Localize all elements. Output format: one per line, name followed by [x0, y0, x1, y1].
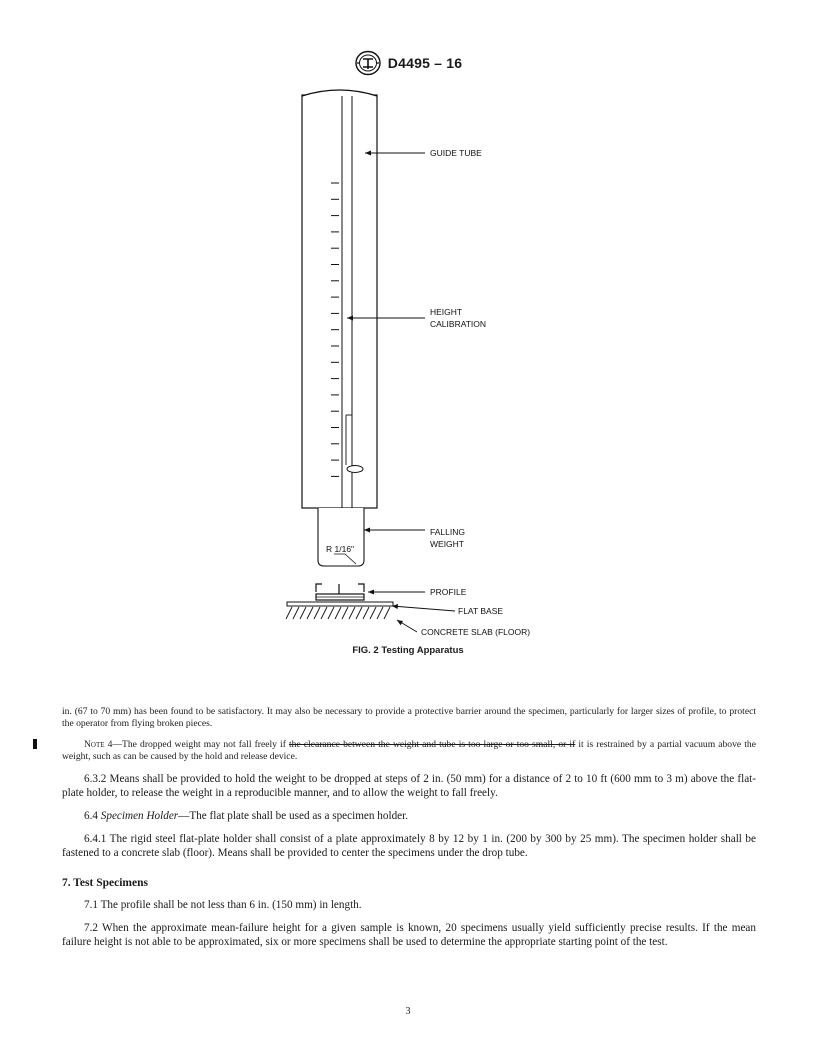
- document-id: D4495 – 16: [387, 55, 463, 71]
- falling-weight-label-line2: WEIGHT: [430, 539, 464, 549]
- paragraph-6-4-1: 6.4.1 The rigid steel flat-plate holder shall consist of a plate approximately 8 by 12 by 1 in. (200 by 300 by 25 mm). The specimen holder shall be fastened to a concrete slab (floor). Means shall be provided to center the specimens under the drop tube.: [62, 833, 756, 859]
- body-text: [62, 706, 756, 958]
- figure-caption: FIG. 2 Testing Apparatus: [352, 645, 464, 656]
- height-calibration-label-line1: HEIGHT: [430, 307, 463, 317]
- note-4: [62, 739, 756, 763]
- release-pin: [347, 466, 363, 473]
- change-bar: [33, 739, 37, 749]
- profile-label: PROFILE: [430, 587, 467, 597]
- note-text-rest: it is restrained by a partial vacuum above the weight, such as can be caused by the hold and release device.: [62, 739, 756, 762]
- hatch-line: [370, 607, 376, 619]
- falling-weight-label-line1: FALLING: [430, 527, 465, 537]
- note-deleted-text: the clearance between the weight and tube is too large or too small, or if: [288, 739, 576, 750]
- paragraph-6-4-title: Specimen Holder: [100, 810, 179, 822]
- hatch-line: [342, 607, 348, 619]
- note-text: —The dropped weight may not fall freely if: [112, 739, 289, 750]
- hatch-line: [377, 607, 383, 619]
- hatch-line: [335, 607, 341, 619]
- flat-base: [287, 602, 393, 606]
- flat-base-label: FLAT BASE: [458, 606, 504, 616]
- radius-label: R 1/16": [326, 544, 355, 554]
- paragraph-continued: in. (67 to 70 mm) has been found to be satisfactory. It may also be necessary to provide a protective barrier around the specimen, particularly for larger sizes of profile, to protect the operator from flying broken pieces.: [62, 706, 756, 729]
- hatch-line: [307, 607, 313, 619]
- hatch-line: [363, 607, 369, 619]
- profile-specimen: [316, 584, 364, 600]
- hatch-line: [328, 607, 334, 619]
- paragraph-6-4: [62, 809, 756, 823]
- hatch-line: [300, 607, 306, 619]
- guide-tube-label: GUIDE TUBE: [430, 148, 482, 158]
- hatch-line: [384, 607, 390, 619]
- hatch-line: [349, 607, 355, 619]
- hatch-line: [321, 607, 327, 619]
- paragraph-7-2: 7.2 When the approximate mean-failure height for a given sample is known, 20 specimens usually yield sufficiently precise results. If the mean failure height is not able to be approximated, six or more specimens shall be used to determine the appropriate starting point of the test.: [62, 922, 756, 948]
- hatch-line: [293, 607, 299, 619]
- hatch-line: [356, 607, 362, 619]
- concrete-slab-hatching: [286, 607, 390, 619]
- hatch-line: [286, 607, 292, 619]
- paragraph-6-4-number: 6.4: [84, 810, 101, 822]
- paragraph-6-4-text: —The flat plate shall be used as a specimen holder.: [178, 810, 409, 822]
- hatch-line: [314, 607, 320, 619]
- paragraph-6-3-2: 6.3.2 Means shall be provided to hold the weight to be dropped at steps of 2 in. (50 mm) for a distance of 2 to 10 ft (600 mm to 3 m) above the flat-plate holder, to release the weight in a reproducible manner, and to allow the weight to fall freely.: [62, 773, 756, 799]
- paragraph-7-1: 7.1 The profile shall be not less than 6 in. (150 mm) in length.: [84, 899, 362, 911]
- falling-weight: [318, 508, 364, 566]
- section-7-heading: 7. Test Specimens: [62, 877, 148, 889]
- page-number: 3: [405, 1006, 411, 1017]
- concrete-slab-label: CONCRETE SLAB (FLOOR): [421, 627, 531, 637]
- note-label: Note 4: [84, 739, 113, 750]
- height-calibration-label-line2: CALIBRATION: [430, 319, 487, 329]
